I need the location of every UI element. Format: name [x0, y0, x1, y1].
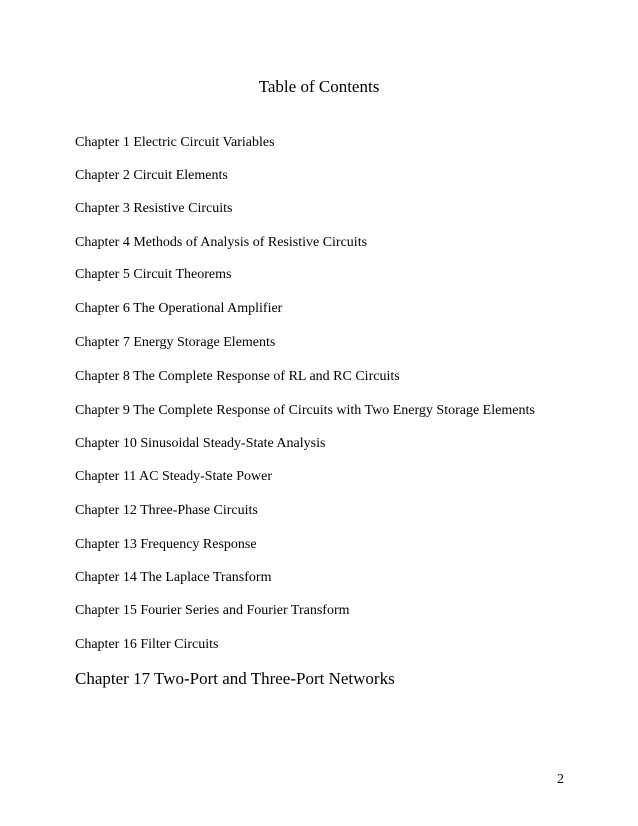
page-number: 2 — [557, 772, 564, 787]
toc-entry-chapter-14: Chapter 14 The Laplace Transform — [75, 570, 272, 585]
page-title: Table of Contents — [258, 77, 380, 96]
toc-entry-chapter-8: Chapter 8 The Complete Response of RL and RC Circuits — [75, 369, 400, 384]
toc-entry-chapter-17: Chapter 17 Two-Port and Three-Port Networks — [75, 669, 395, 688]
toc-entry-chapter-1: Chapter 1 Electric Circuit Variables — [75, 135, 275, 150]
toc-entry-chapter-9: Chapter 9 The Complete Response of Circuits with Two Energy Storage Elements — [75, 403, 535, 418]
toc-entry-chapter-11: Chapter 11 AC Steady-State Power — [75, 469, 273, 484]
toc-entry-chapter-6: Chapter 6 The Operational Amplifier — [75, 301, 283, 316]
toc-entry-chapter-12: Chapter 12 Three-Phase Circuits — [75, 503, 258, 518]
toc-entry-chapter-15: Chapter 15 Fourier Series and Fourier Transform — [75, 603, 350, 618]
toc-entry-chapter-3: Chapter 3 Resistive Circuits — [75, 201, 233, 216]
toc-list — [75, 0, 615, 720]
toc-entry-chapter-4: Chapter 4 Methods of Analysis of Resistive Circuits — [75, 235, 368, 250]
toc-entry-chapter-16: Chapter 16 Filter Circuits — [75, 637, 219, 652]
toc-entry-chapter-2: Chapter 2 Circuit Elements — [75, 168, 228, 183]
toc-entry-chapter-5: Chapter 5 Circuit Theorems — [75, 267, 232, 282]
toc-entry-chapter-10: Chapter 10 Sinusoidal Steady-State Analysis — [75, 436, 326, 451]
toc-entry-chapter-13: Chapter 13 Frequency Response — [75, 537, 257, 552]
toc-entry-chapter-7: Chapter 7 Energy Storage Elements — [75, 335, 276, 350]
